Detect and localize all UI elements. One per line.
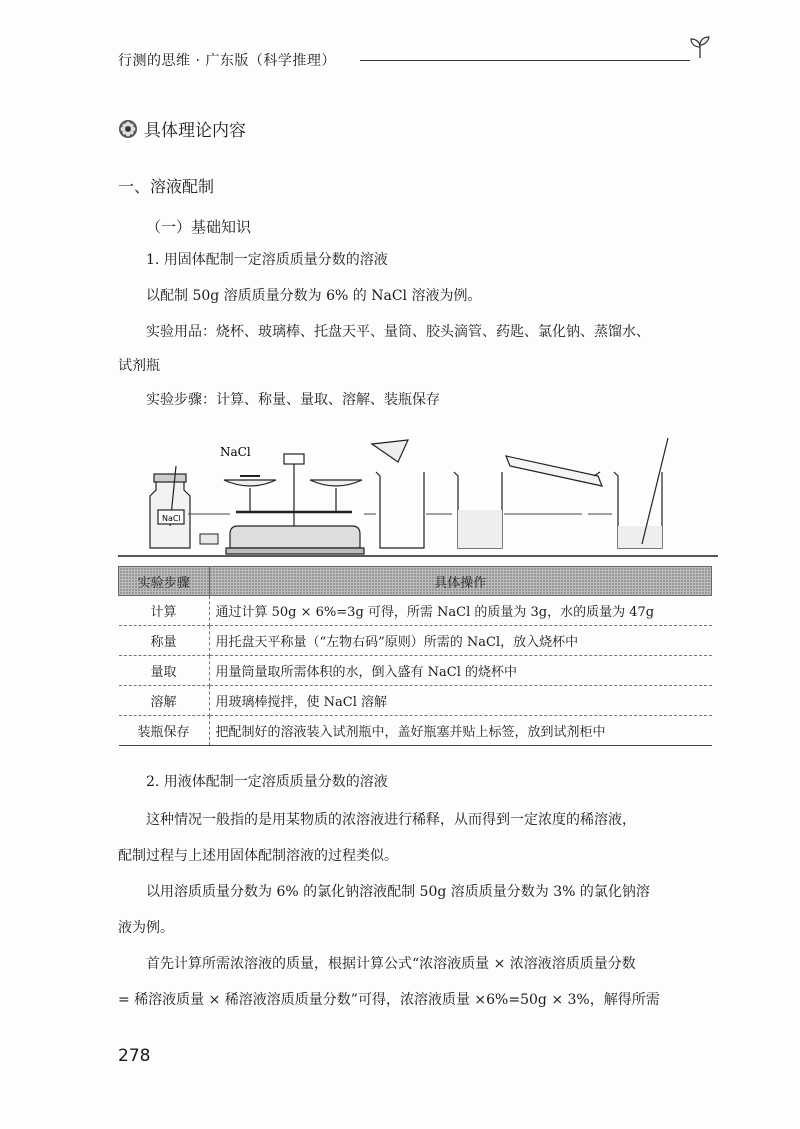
beaker-3: [614, 438, 668, 548]
part1-equipment-line1: 实验用品：烧杯、玻璃棒、托盘天平、量筒、胶头滴管、药匙、氯化钠、蒸馏水、: [146, 324, 650, 340]
step-cell: 溶解: [119, 686, 210, 716]
apparatus-diagram: [118, 436, 718, 558]
nacl-label: NaCl: [220, 445, 251, 459]
part1-steps-line: 实验步骤：计算、称量、量取、溶解、装瓶保存: [146, 392, 440, 408]
part2-para1-line1: 这种情况一般指的是用某物质的浓溶液进行稀释，从而得到一定浓度的稀溶液，: [146, 812, 636, 828]
operation-cell: 把配制好的溶液装入试剂瓶中，盖好瓶塞并贴上标签，放到试剂柜中: [209, 716, 712, 746]
operation-cell: 用玻璃棒搅拌，使 NaCl 溶解: [209, 686, 712, 716]
part2-para2-line1: 以用溶质质量分数为 6% 的氯化钠溶液配制 50g 溶质质量分数为 3% 的氯化钠溶: [146, 884, 650, 900]
table-row: [119, 626, 712, 656]
part1-equipment-line2: 试剂瓶: [118, 358, 160, 374]
step-cell: 量取: [119, 656, 210, 686]
step-cell: 称量: [119, 626, 210, 656]
heading-solution-preparation: 一、溶液配制: [118, 177, 215, 196]
section-heading: [118, 116, 246, 141]
page-number: 278: [118, 1046, 151, 1066]
experiment-steps-table: [118, 566, 712, 746]
table-row: [119, 656, 712, 686]
step-cell: 计算: [119, 596, 210, 626]
column-header-operation: 具体操作: [209, 567, 712, 596]
part2-para3-line2: = 稀溶液质量 × 稀溶液溶质质量分数”可得，浓溶液质量 ×6%=50g × 3%，解得所需: [118, 992, 660, 1008]
running-header-title: 行测的思维 · 广东版（科学推理）: [118, 53, 336, 69]
weight-block: [200, 534, 218, 544]
table-row: [119, 686, 712, 716]
table-row: [119, 716, 712, 746]
step-cell: 装瓶保存: [119, 716, 210, 746]
beaker-2: [454, 472, 502, 548]
part2-title: 2. 用液体配制一定溶质质量分数的溶液: [146, 774, 388, 790]
operation-cell: 通过计算 50g × 6%=3g 可得，所需 NaCl 的质量为 3g，水的质量为 47g: [209, 596, 712, 626]
part1-example: 以配制 50g 溶质质量分数为 6% 的 NaCl 溶液为例。: [146, 288, 482, 304]
section-heading-text: 具体理论内容: [144, 121, 246, 141]
beaker-1: [372, 440, 424, 548]
sprout-icon: [688, 34, 712, 60]
balance-scale: [224, 454, 364, 554]
flower-badge-icon: [118, 119, 138, 139]
reagent-bottle: [150, 466, 190, 548]
part2-para2-line2: 液为例。: [118, 920, 174, 936]
operation-cell: 用量筒量取所需体积的水，倒入盛有 NaCl 的烧杯中: [209, 656, 712, 686]
part2-para1-line2: 配制过程与上述用固体配制溶液的过程类似。: [118, 848, 398, 864]
part1-title: 1. 用固体配制一定溶质质量分数的溶液: [146, 252, 388, 268]
header-rule: [360, 60, 690, 61]
table-row: [119, 596, 712, 626]
heading-basic-knowledge: （一）基础知识: [146, 218, 252, 236]
operation-cell: 用托盘天平称量（“左物右码”原则）所需的 NaCl，放入烧杯中: [209, 626, 712, 656]
bottle-label: NaCl: [162, 514, 181, 523]
measuring-cylinder: [506, 456, 602, 486]
table-header-row: [119, 567, 712, 596]
part2-para3-line1: 首先计算所需浓溶液的质量，根据计算公式“浓溶液质量 × 浓溶液溶质质量分数: [146, 956, 636, 972]
column-header-step: 实验步骤: [119, 567, 210, 596]
